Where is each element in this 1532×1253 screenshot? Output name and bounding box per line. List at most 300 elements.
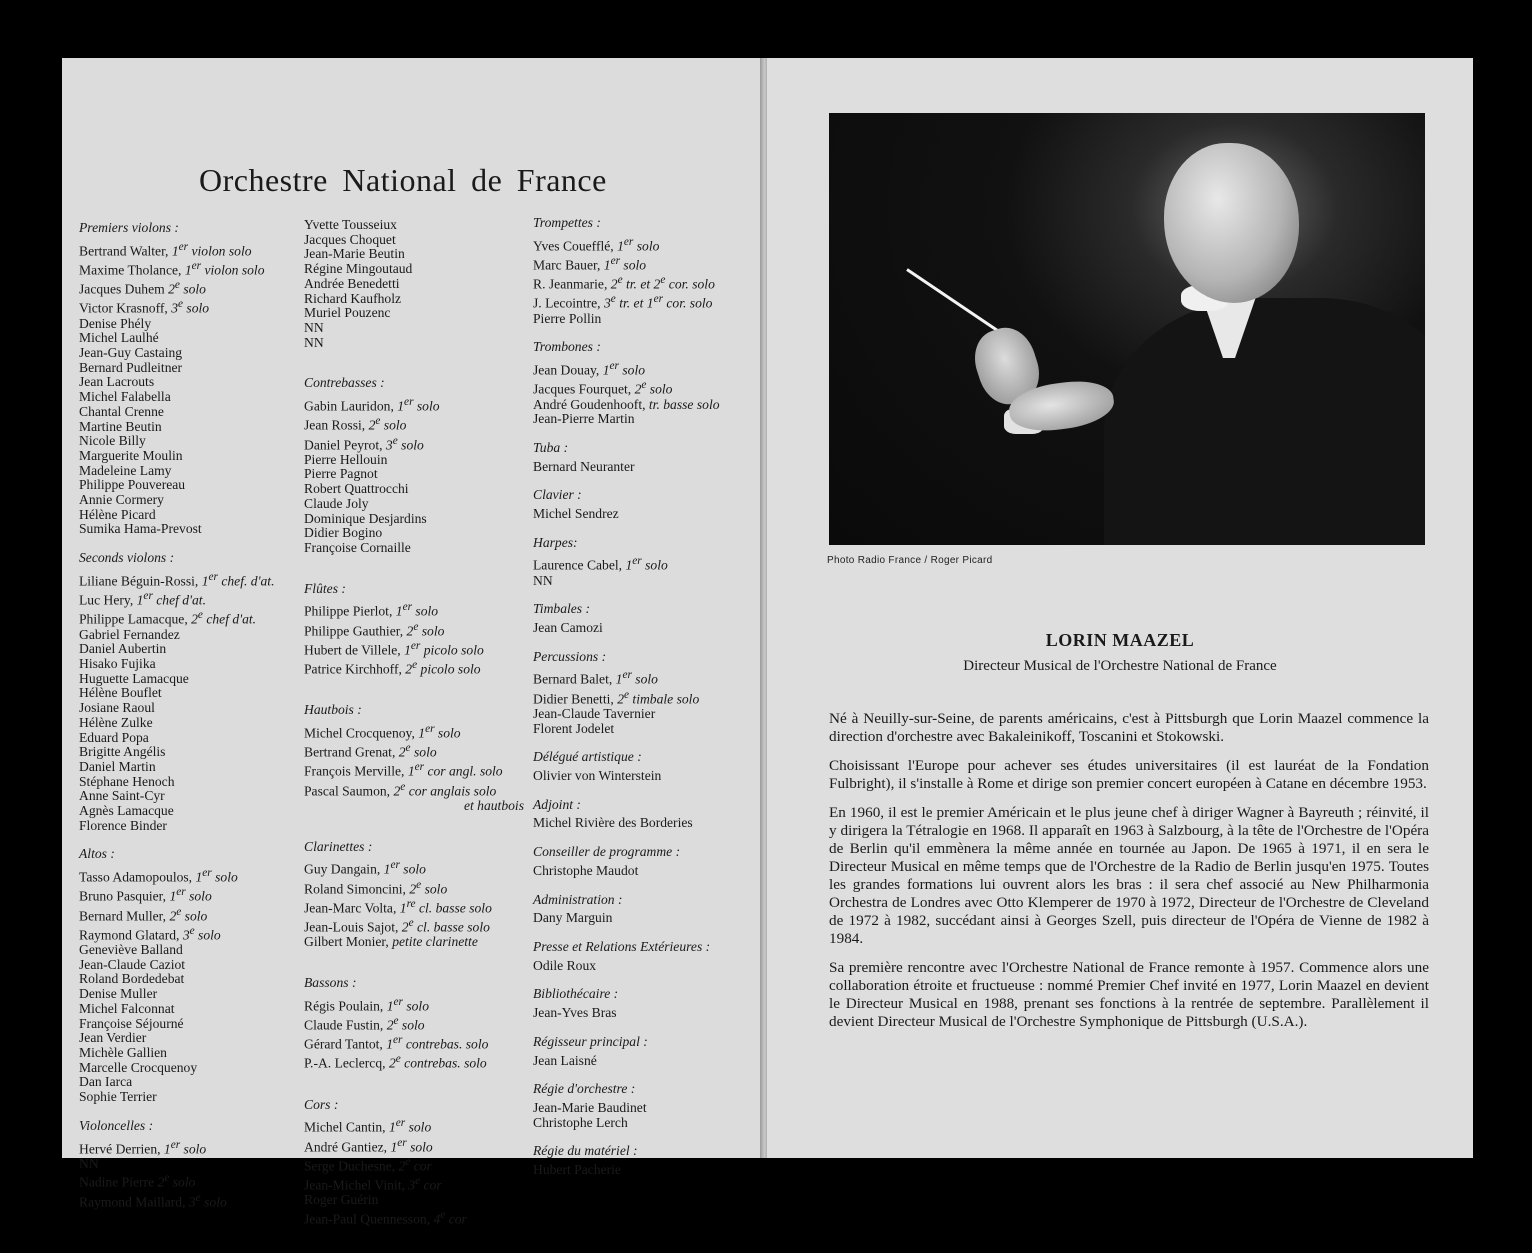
section-title: Régie d'orchestre : [533, 1081, 636, 1097]
member-name: Jacques Duhem [79, 281, 169, 297]
roster-member [79, 885, 301, 904]
roster-member [533, 460, 758, 475]
member-name: Guy Dangain, [304, 861, 384, 877]
member-name: Raymond Maillard, [79, 1194, 189, 1210]
member-name: Hélène Bouflet [79, 685, 162, 701]
member-name: Jean Laisné [533, 1052, 597, 1068]
member-name: Hélène Zulke [79, 714, 153, 730]
member-role: tr. et 2 [622, 276, 661, 292]
member-role: solo [412, 603, 439, 619]
member-sup: e [195, 1191, 201, 1204]
roster-member [304, 247, 524, 262]
section-title: Violoncelles : [79, 1117, 154, 1133]
roster-member [304, 1174, 524, 1193]
member-pre: 2 [617, 691, 624, 707]
member-role: solo [169, 1174, 196, 1190]
member-name: Yvette Tousseiux [304, 217, 397, 232]
member-name: Roger Guérin [304, 1192, 379, 1208]
roster-member [79, 672, 301, 687]
roster-member [304, 858, 524, 877]
member-sup: er [395, 1117, 406, 1130]
member-pre: 2 [634, 381, 642, 397]
roster-member [304, 233, 524, 248]
roster-section [304, 376, 524, 555]
roster-section [304, 976, 524, 1072]
member-role: solo [434, 725, 461, 741]
member-sup: er [622, 669, 632, 682]
member-name: Françoise Cornaille [304, 539, 411, 555]
member-name: Bernard Pudleitner [79, 359, 183, 375]
member-role: solo [413, 398, 440, 414]
member-name: Anne Saint-Cyr [79, 788, 165, 804]
member-role: solo [406, 1139, 433, 1155]
member-pre: 3 [603, 295, 611, 311]
roster-member [304, 321, 524, 336]
roster-member [79, 297, 301, 316]
member-pre: 1 [390, 1139, 398, 1155]
member-sup: er [393, 1034, 403, 1047]
member-name: Marcelle Crocquenoy [79, 1059, 198, 1075]
member-name: Nicole Billy [79, 433, 146, 449]
roster-member [79, 775, 301, 790]
member-name: Philippe Gauthier, [304, 623, 407, 639]
roster-member [533, 707, 758, 722]
section-title: Régisseur principal : [533, 1033, 648, 1049]
roster-member [304, 262, 524, 277]
member-sup: e [392, 434, 398, 447]
roster-section [79, 847, 301, 1104]
section-title: Délégué artistique : [533, 749, 642, 765]
member-name: Dany Marguin [533, 910, 613, 926]
roster-member [304, 1193, 524, 1208]
roster-member [304, 600, 524, 619]
member-pre: 1 [201, 573, 209, 589]
roster-member [79, 375, 301, 390]
member-role2: cor. solo [663, 295, 713, 311]
member-role: tr. et 1 [615, 295, 654, 311]
member-name: Michel Falconnat [79, 1000, 175, 1016]
member-role: et hautbois [463, 797, 524, 813]
section-title: Cors : [304, 1096, 339, 1112]
roster-member [79, 1090, 301, 1105]
roster-member [533, 574, 758, 589]
roster-member [533, 292, 758, 311]
roster-member [304, 467, 524, 482]
member-role: solo [200, 1194, 227, 1210]
member-pre: 2 [388, 1055, 396, 1071]
roster-member [79, 1171, 301, 1190]
member-sup: e [174, 279, 180, 292]
member-sup: er [609, 360, 619, 373]
member-sup: er [202, 867, 212, 880]
roster-member [304, 541, 524, 556]
roster-member [533, 1006, 758, 1021]
roster-member [79, 866, 301, 885]
photo-baton-shape [906, 268, 999, 332]
member-name: Philippe Pouvereau [79, 477, 186, 493]
roster-member [304, 526, 524, 541]
roster-member [533, 235, 758, 254]
member-name: Hubert de Villele, [304, 642, 405, 658]
member-pre: 1 [397, 398, 405, 414]
member-name: Daniel Aubertin [79, 641, 167, 657]
roster-member [304, 453, 524, 468]
member-name: Bruno Pasquier, [79, 888, 170, 904]
member-name: Sumika Hama-Prevost [79, 521, 202, 537]
roster-member [304, 897, 524, 916]
member-name: Hervé Derrien, [79, 1141, 164, 1157]
roster-section [533, 340, 758, 427]
member-sup: e [400, 780, 406, 793]
roster-member [304, 336, 524, 351]
member-pre: 2 [610, 276, 618, 292]
roster-member [533, 312, 758, 327]
member-name: Eduard Popa [79, 729, 149, 745]
member-name: Pierre Hellouin [304, 451, 388, 467]
member-name: Philippe Pierlot, [304, 603, 396, 619]
member-sup: er [191, 259, 202, 272]
roster-member [79, 1075, 301, 1090]
member-role: solo [402, 998, 429, 1014]
roster-member [79, 686, 301, 701]
member-role: solo [181, 908, 208, 924]
roster-member [79, 819, 301, 834]
roster-member [79, 420, 301, 435]
member-name: André Gantiez, [304, 1139, 391, 1155]
section-title: Flûtes : [304, 580, 346, 596]
roster-section [533, 1035, 758, 1068]
member-name: François Merville, [304, 764, 408, 779]
member-name: André Goudenhooft, [533, 396, 649, 412]
member-sup: e [177, 298, 184, 311]
roster-member [79, 570, 301, 589]
member-role: solo [418, 623, 445, 639]
bio-paragraph: Né à Neuilly-sur-Seine, de parents américains, c'est à Pittsburgh que Lorin Maazel commence la direction d'orchestre avec Bakaleinikoff, Toscanini et Stokowski. [829, 710, 1429, 745]
roster-member [79, 1017, 301, 1032]
member-name: Jacques Fourquet, [533, 381, 635, 397]
member-name: Jean-Marc Volta, [304, 900, 400, 916]
roster-member [533, 959, 758, 974]
member-name: Michèle Gallien [79, 1045, 167, 1060]
roster-member [533, 668, 758, 687]
roster-member [533, 1101, 758, 1116]
member-pre: 1 [171, 243, 179, 259]
roster-column-2 [304, 218, 524, 1253]
member-name: Hisako Fujika [79, 656, 156, 671]
right-page [767, 58, 1473, 1158]
member-name: Denise Phély [79, 315, 152, 331]
member-name: Brigitte Angélis [79, 744, 166, 760]
roster-member [304, 1033, 524, 1052]
member-sup: e [610, 293, 616, 306]
roster-member [304, 512, 524, 527]
member-role: picolo solo [420, 642, 484, 658]
roster-member [79, 608, 301, 627]
member-role: tr. basse solo [648, 396, 720, 412]
roster-section [79, 1119, 301, 1210]
member-role: solo [646, 381, 673, 397]
member-pre: 1 [602, 362, 610, 378]
section-title: Altos : [79, 846, 115, 862]
member-name: Michel Rivière des Borderies [533, 815, 693, 831]
member-pre: 2 [393, 783, 401, 799]
member-name: Yves Couefflé, [533, 238, 618, 254]
roster-section [304, 582, 524, 678]
roster-member [79, 804, 301, 819]
member-name: Jean Lacrouts [79, 374, 155, 390]
member-name: Patrice Kirchhoff, [304, 661, 406, 677]
section-title: Clavier : [533, 487, 582, 503]
member-name: Gérard Tantot, [304, 1036, 387, 1052]
member-pre: 3 [385, 437, 393, 453]
roster-member [304, 722, 524, 741]
member-role: solo [398, 1017, 425, 1033]
member-name: Jean Verdier [79, 1030, 147, 1046]
roster-member [79, 589, 301, 608]
member-name: Christophe Lerch [533, 1114, 628, 1130]
member-name: Richard Kaufholz [304, 290, 402, 306]
member-name: Marguerite Moulin [79, 447, 183, 463]
member-pre: 1 [615, 672, 623, 688]
roster-member [79, 987, 301, 1002]
member-name: Roland Simoncini, [304, 881, 410, 897]
roster-section [533, 750, 758, 783]
member-role: cor angl. solo [424, 764, 503, 779]
member-name: Jean-Marie Baudinet [533, 1099, 647, 1115]
roster-section [304, 218, 524, 350]
roster-section [533, 987, 758, 1020]
roster-member [533, 769, 758, 784]
member-name: NN [533, 572, 553, 588]
member-role: solo [631, 672, 658, 688]
member-pre: 1 [399, 900, 407, 916]
member-sup: re [406, 897, 416, 910]
roster-section [533, 650, 758, 737]
member-sup: e [617, 274, 623, 287]
roster-member [304, 639, 524, 658]
roster-member [79, 508, 301, 523]
roster-member [79, 331, 301, 346]
roster-section [304, 1098, 524, 1228]
member-name: Chantal Crenne [79, 403, 164, 419]
roster-member [79, 716, 301, 731]
member-name: Stéphane Henoch [79, 773, 175, 789]
member-sup2: er [653, 293, 663, 306]
member-name: Jean-Claude Tavernier [533, 705, 656, 721]
roster-member [533, 911, 758, 926]
member-role: violon solo [201, 262, 265, 278]
member-sup: er [397, 1136, 407, 1149]
member-role: solo [410, 744, 437, 760]
roster-section [533, 845, 758, 878]
member-name: Luc Hery, [79, 592, 137, 608]
member-name: Jean-Michel Vinit, [304, 1177, 409, 1193]
roster-member [304, 760, 524, 779]
roster-member [304, 292, 524, 307]
member-role: solo [380, 417, 407, 433]
member-pre: 1 [136, 592, 144, 608]
member-pre: 2 [406, 623, 414, 639]
member-name: Madeleine Lamy [79, 462, 172, 478]
section-title: Bibliothécaire : [533, 986, 619, 1002]
member-role: contrebas. solo [400, 1055, 487, 1071]
roster-member [79, 449, 301, 464]
member-sup: er [610, 254, 621, 267]
roster-member [79, 760, 301, 775]
member-role: solo [620, 257, 647, 273]
member-sup: e [395, 1053, 401, 1066]
member-pre: 2 [405, 661, 413, 677]
section-title: Premiers violons : [79, 220, 179, 235]
section-title: Adjoint : [533, 796, 581, 812]
member-name: Andrée Benedetti [304, 275, 400, 291]
member-name: Muriel Pouzenc [304, 305, 391, 321]
member-pre: 1 [407, 764, 415, 779]
member-role: solo [633, 238, 660, 254]
member-pre: 1 [195, 869, 203, 885]
member-name: Martine Beutin [79, 418, 162, 434]
member-role: chef. d'at. [217, 573, 275, 589]
member-name: Roland Bordedebat [79, 971, 185, 987]
member-name: Victor Krasnoff, [79, 300, 172, 316]
member-pre: 2 [169, 908, 177, 924]
roster-member [304, 395, 524, 414]
member-name: Odile Roux [533, 957, 597, 973]
roster-section [304, 703, 524, 813]
member-name: Denise Muller [79, 986, 158, 1002]
section-title: Clarinettes : [304, 838, 373, 854]
section-title: Timbales : [533, 601, 591, 617]
member-role: timbale solo [629, 691, 700, 707]
member-pre: 1 [603, 257, 611, 273]
member-name: Jean Rossi, [304, 417, 369, 433]
member-role: solo [179, 281, 206, 297]
roster-member [79, 478, 301, 493]
roster-member [79, 390, 301, 405]
member-name: Bertrand Walter, [79, 243, 172, 259]
member-pre: 2 [398, 1158, 406, 1174]
section-title: Tuba : [533, 439, 569, 455]
roster-section [533, 441, 758, 474]
roster-section [533, 1082, 758, 1130]
member-pre: 1 [169, 888, 177, 904]
section-title: Régie du matériel : [533, 1143, 638, 1159]
member-sup: e [189, 924, 195, 937]
member-sup: e [412, 659, 418, 672]
roster-member [79, 943, 301, 958]
roster-member [304, 878, 524, 897]
member-name: P.-A. Leclercq, [304, 1055, 389, 1071]
roster-member [304, 1116, 524, 1135]
roster-member [79, 972, 301, 987]
member-name: Olivier von Winterstein [533, 768, 662, 784]
roster-member [533, 1054, 758, 1069]
roster-section [533, 602, 758, 635]
member-name: Gilbert Monier, [304, 934, 393, 950]
roster-member [79, 1191, 301, 1210]
member-name: Régis Poulain, [304, 998, 387, 1014]
roster-member [79, 1061, 301, 1076]
roster-member [79, 1046, 301, 1061]
roster-member [533, 507, 758, 522]
member-sup: e [408, 917, 414, 930]
photo-suit-shape [1104, 298, 1425, 545]
member-role: contrebas. solo [402, 1036, 489, 1052]
member-sup: er [178, 240, 189, 253]
member-name: NN [79, 1155, 99, 1171]
member-sup: er [393, 995, 403, 1008]
roster-column-1 [79, 221, 301, 1224]
member-sup: er [410, 639, 421, 652]
member-pre: 1 [386, 998, 394, 1014]
member-name: Daniel Peyrot, [304, 437, 386, 453]
roster-member [304, 935, 524, 950]
member-name: Philippe Lamacque, [79, 611, 192, 627]
roster-member [79, 731, 301, 746]
member-name: Liliane Béguin-Rossi, [79, 573, 202, 589]
member-name: Michel Laulhé [79, 330, 159, 346]
member-name: Didier Benetti, [533, 691, 618, 707]
member-pre: 1 [388, 1119, 396, 1135]
page-title: Orchestre National de France [199, 162, 607, 198]
member-name: Michel Cantin, [304, 1119, 389, 1135]
member-name: Bernard Neuranter [533, 458, 635, 474]
roster-member [79, 642, 301, 657]
member-name: Jean-Yves Bras [533, 1005, 617, 1021]
member-pre: 3 [182, 927, 190, 943]
member-name: Jean-Louis Sajot, [304, 919, 402, 935]
roster-member [79, 522, 301, 537]
section-title: Hautbois : [304, 702, 362, 718]
roster-member [304, 434, 524, 453]
roster-member [533, 864, 758, 879]
roster-member [304, 1155, 524, 1174]
roster-member [533, 273, 758, 292]
member-sup: er [425, 723, 435, 735]
member-sup: e [164, 1172, 170, 1185]
member-role: cor [410, 1158, 432, 1174]
member-pre: 1 [418, 725, 426, 741]
member-name: Jean-Marie Beutin [304, 246, 405, 262]
member-name: Michel Crocquenoy, [304, 725, 419, 741]
roster-member [533, 1163, 758, 1178]
member-name: Françoise Séjourné [79, 1015, 184, 1031]
member-name: Bernard Muller, [79, 908, 170, 924]
roster-member [304, 620, 524, 639]
member-role: solo [641, 557, 668, 573]
member-name: Jacques Choquet [304, 231, 396, 247]
conductor-role: Directeur Musical de l'Orchestre National de France [963, 658, 1277, 674]
member-name: Huguette Lamacque [79, 670, 189, 686]
member-role: solo [194, 927, 221, 943]
member-pre: 3 [408, 1177, 416, 1193]
member-name: Annie Cormery [79, 492, 164, 508]
roster-member [304, 1052, 524, 1071]
member-pre: 3 [188, 1194, 196, 1210]
roster-member [533, 722, 758, 737]
roster-member [79, 1002, 301, 1017]
member-pre: 2 [157, 1174, 165, 1190]
roster-member [533, 412, 758, 427]
member-name: NN [304, 334, 324, 350]
member-role: cl. basse solo [415, 900, 492, 916]
member-sup: er [404, 396, 414, 409]
bio-paragraph: Choisissant l'Europe pour achever ses études universitaires (il est lauréat de la Fondation Fulbright), il s'installe à Rome et dirige son premier concert européen à Catane en décembre 1953. [829, 757, 1429, 792]
roster-member [79, 493, 301, 508]
member-pre: 2 [386, 1017, 394, 1033]
member-name: Agnès Lamacque [79, 803, 174, 819]
member-name: Gabriel Fernandez [79, 626, 180, 642]
